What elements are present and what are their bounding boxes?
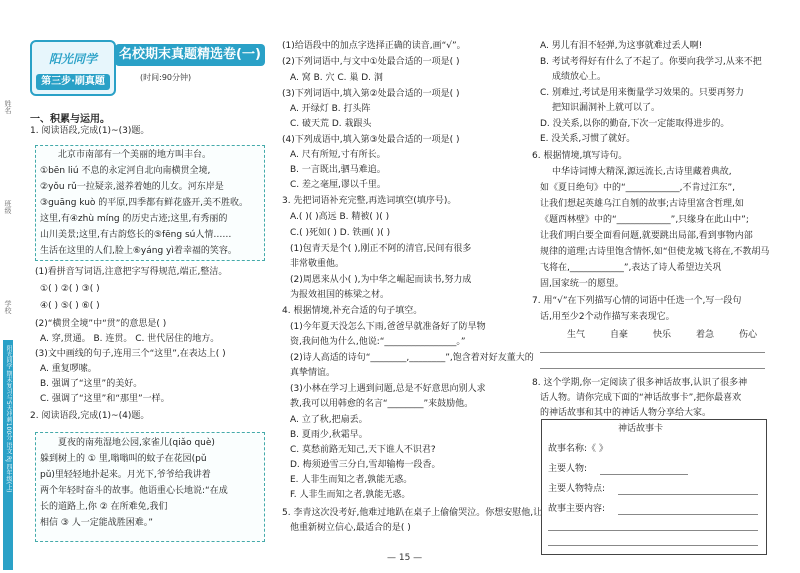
series-label: 阳光同学 期末复习与5天冲刺100分 语文 RJ 四年级(上) (5, 345, 12, 493)
question-options[interactable]: A. 穿,贯通。 B. 连贯。 C. 世代居住的地方。 (40, 334, 220, 344)
poem-paragraph-line[interactable]: 《题西林壁》中的“____________”,只缘身在此山中”; (540, 215, 749, 225)
poem-paragraph-line: 让我们明白要全面看问题,就要跳出局部,看到事物内部 (540, 231, 753, 241)
answer-line[interactable] (540, 368, 765, 369)
passage-2-line: 躲到树上的 ① 里,嗡嗡叫的蚊子在花园(pǔ (40, 454, 207, 464)
option-b-cont: 成绩放心上。 (552, 72, 607, 82)
answer-blanks[interactable]: ④( ) ⑤( ) ⑥( ) (40, 301, 100, 311)
question-4-2[interactable]: (2)诗人高适的诗句“________,________”,饱含着对好友董大的 (290, 353, 534, 363)
answer-line[interactable] (618, 514, 758, 515)
answer-line[interactable] (600, 474, 688, 475)
question-4-3: (3)小林在学习上遇到问题,总是不好意思向别人求 (290, 384, 486, 394)
option-e[interactable]: E. 没关系,习惯了就好。 (540, 134, 636, 144)
option-a[interactable]: A. 男儿有泪不轻弹,为这事就难过丢人啊! (540, 41, 703, 51)
option-b[interactable]: B. 一言既出,驷马难追。 (290, 165, 386, 175)
page-number: — 15 — (387, 553, 423, 563)
passage-1-line: 生活在这里的人们,脸上⑥yáng yì着幸福的笑容。 (40, 246, 237, 256)
option-c[interactable]: C. 强调了“这里”和“那里”一样。 (40, 394, 170, 404)
question-8: 8. 这个学期,你一定阅读了很多神话故事,认识了很多神 (532, 378, 748, 388)
question-5: 5. 李青这次没考好,他难过地趴在桌子上偷偷哭泣。你想安慰他,让 (282, 508, 543, 518)
option-e[interactable]: E. 人非生而知之者,孰能无惑。 (290, 475, 413, 485)
question-8-cont: 的神话故事和其中的神话人物分享给大家。 (540, 408, 712, 418)
option-a[interactable]: A. 尺有所短,寸有所长。 (290, 150, 386, 160)
question-blanks[interactable]: A.( )( )高远 B. 精被( )( ) (290, 212, 390, 222)
time-limit: (时间:90分钟) (140, 73, 192, 82)
option-d[interactable]: D. 梅须逊雪三分白,雪却输梅一段香。 (290, 460, 441, 470)
question-3-2: (2)周恩来从小( ),为中华之崛起而读书,努力成 (290, 275, 472, 285)
question-2-3: (3)下列词语中,填入第②处最合适的一项是( ) (282, 89, 460, 99)
mood-word[interactable]: 自豪 (610, 330, 629, 340)
school-field-label: 学校 (4, 300, 12, 314)
option-b[interactable]: B. 强调了“这里”的美好。 (40, 379, 143, 389)
answer-line[interactable] (548, 545, 758, 546)
question-blanks[interactable]: C.( )死如( ) D. 铁画( )( ) (290, 228, 391, 238)
question-3-2-cont: 为报效祖国的栋梁之材。 (290, 290, 390, 300)
option-c-cont: 把知识漏洞补上就可以了。 (552, 103, 661, 113)
question-4-1: (1)今年夏天没怎么下雨,爸爸早就准备好了防旱物 (290, 322, 486, 332)
question-4: 4. 根据情境,补充合适的句子填空。 (282, 306, 423, 316)
option-b[interactable]: B. 考试考得好有什么了不起了。你要向我学习,从来不把 (540, 57, 762, 67)
poem-paragraph-line: 中华诗词博大精深,源远流长,古诗里藏着典故, (552, 167, 732, 177)
answer-blanks[interactable]: ①( ) ②( ) ③( ) (40, 284, 100, 294)
answer-line[interactable] (540, 352, 765, 353)
mood-word[interactable]: 伤心 (739, 330, 758, 340)
question-1-3: (3)文中画线的句子,连用三个“这里”,在表达上( ) (35, 349, 226, 359)
option-a[interactable]: A. 立了秋,把扇丢。 (290, 415, 368, 425)
binding-sidebar (0, 0, 18, 573)
question-1-2: (2)“横贯全境”中“贯”的意思是( ) (35, 319, 167, 329)
passage-1-line: ②yǒu rǔ一拉疑亲,滋养着她的儿女。河东岸是 (40, 182, 224, 192)
option-c[interactable]: C. 差之毫厘,谬以千里。 (290, 180, 386, 190)
question-4-2-cont: 真挚情谊。 (290, 368, 336, 378)
mood-word[interactable]: 着急 (696, 330, 715, 340)
question-2-1: (1)给语段中的加点字选择正确的读音,画“√”。 (282, 41, 466, 51)
card-field-characters: 主要人物: (548, 464, 588, 474)
passage-1-line: 这里,有④zhù míng 的历史古迹;这里,有秀丽的 (40, 214, 228, 224)
option-c[interactable]: C. 别难过,考试是用来衡量学习效果的。只要再努力 (540, 88, 744, 98)
passage-2-line: pǔ)里轻轻地扑起来。月光下,爷爷给我讲着 (40, 470, 211, 480)
step-label: 第三步·刷真题 (36, 74, 110, 90)
question-1: 1. 阅读语段,完成(1)~(3)题。 (30, 126, 150, 136)
question-5-cont: 他重新树立信心,最适合的是( ) (290, 523, 411, 533)
option-b[interactable]: B. 夏雨少,秋霜早。 (290, 430, 368, 440)
passage-1-line: ①bēn liú 不息的永定河自北向南横贯全境, (40, 166, 211, 176)
question-options[interactable]: A. 开绿灯 B. 打头阵 (290, 104, 371, 114)
brand-logo (30, 40, 116, 96)
question-3: 3. 先把词语补充完整,再选词填空(填序号)。 (282, 196, 457, 206)
question-8-cont: 话人物。请你完成下面的“神话故事卡”,把你最喜欢 (540, 393, 742, 403)
card-title: 神话故事卡 (618, 424, 664, 434)
poem-paragraph-line: 规律的道理;古诗里饱含情怀,如“但使龙城飞将在,不教胡马 (540, 247, 770, 257)
question-2-4: (4)下列成语中,填入第③处最合适的一项是( ) (282, 135, 460, 145)
answer-line[interactable] (618, 494, 758, 495)
poem-paragraph-line: 固,国家统一的愿望。 (540, 279, 624, 289)
passage-1-line: ③guāng kuò 的平原,四季都有鲜花盛开,美不胜收。 (40, 198, 249, 208)
option-d[interactable]: D. 没关系,以你的勤奋,下次一定能取得进步的。 (540, 119, 730, 129)
question-7: 7. 用“√”在下列描写心情的词语中任选一个,写一段句 (532, 296, 742, 306)
mood-word[interactable]: 生气 (567, 330, 586, 340)
card-field-traits: 主要人物特点: (548, 484, 606, 494)
question-2-2: (2)下列词语中,与文中①处最合适的一项是( ) (282, 57, 460, 67)
question-2: 2. 阅读语段,完成(1)~(4)题。 (30, 411, 150, 421)
passage-2-line: 两个年轻时奋斗的故事。他语重心长地说:“在成 (40, 486, 228, 496)
passage-1-line: 山川美景;这里,有古韵悠长的⑤fēng sú人情…… (40, 230, 232, 240)
logo-title: 阳光同学 (48, 52, 97, 66)
card-field-summary: 故事主要内容: (548, 504, 606, 514)
option-c[interactable]: C. 莫愁前路无知己,天下谁人不识君? (290, 445, 436, 455)
section-heading: 一、积累与运用。 (30, 114, 110, 125)
question-3-1-cont: 非常敬重他。 (290, 259, 345, 269)
class-field-label: 班级 (4, 200, 12, 214)
option-a[interactable]: A. 重复啰嗦。 (40, 364, 97, 374)
name-field-label: 姓名 (4, 100, 12, 114)
question-options[interactable]: C. 破天荒 D. 栽跟头 (290, 119, 372, 129)
question-3-1: (1)包青天是个( ),刚正不阿的清官,民间有很多 (290, 244, 472, 254)
option-f[interactable]: F. 人非生而知之者,孰能无惑。 (290, 490, 411, 500)
mood-word[interactable]: 快乐 (653, 330, 672, 340)
passage-2-line: 相信 ③ 人一定能战胜困难。” (40, 518, 153, 528)
question-options[interactable]: A. 窝 B. 穴 C. 巢 D. 洞 (290, 73, 383, 83)
poem-paragraph-line[interactable]: 飞将在,____________”,表达了诗人希望边关巩 (540, 263, 722, 273)
question-7-cont: 话,用至少2个动作描写来表现它。 (540, 312, 675, 322)
question-4-3-cont[interactable]: 教,我可以用韩愈的名言“________”来鼓励他。 (290, 399, 474, 409)
page-title: 名校期末真题精选卷(一) (115, 44, 265, 66)
passage-2-line: 夏夜的南苑湿地公园,家雀儿(qiǎo què) (58, 438, 215, 448)
passage-1-line: 北京市南部有一个美丽的地方叫丰台。 (58, 150, 212, 160)
question-4-1-cont[interactable]: 资,我问他为什么,他说:“________________。” (290, 337, 466, 347)
poem-paragraph-line[interactable]: 如《夏日绝句》中的“____________,不肯过江东”, (540, 183, 736, 193)
question-1-1: (1)看拼音写词语,注意把字写得规范,端正,整洁。 (35, 267, 228, 277)
question-6: 6. 根据情境,填写诗句。 (532, 151, 628, 161)
passage-2-line: 长的道路上,你 ② 在所难免,我们 (40, 502, 168, 512)
answer-line[interactable] (548, 530, 758, 531)
poem-paragraph-line: 让我们想起英雄乌江自刎的故事;古诗里富含哲理,如 (540, 199, 744, 209)
card-field-story-name[interactable]: 故事名称:《 》 (548, 444, 608, 454)
